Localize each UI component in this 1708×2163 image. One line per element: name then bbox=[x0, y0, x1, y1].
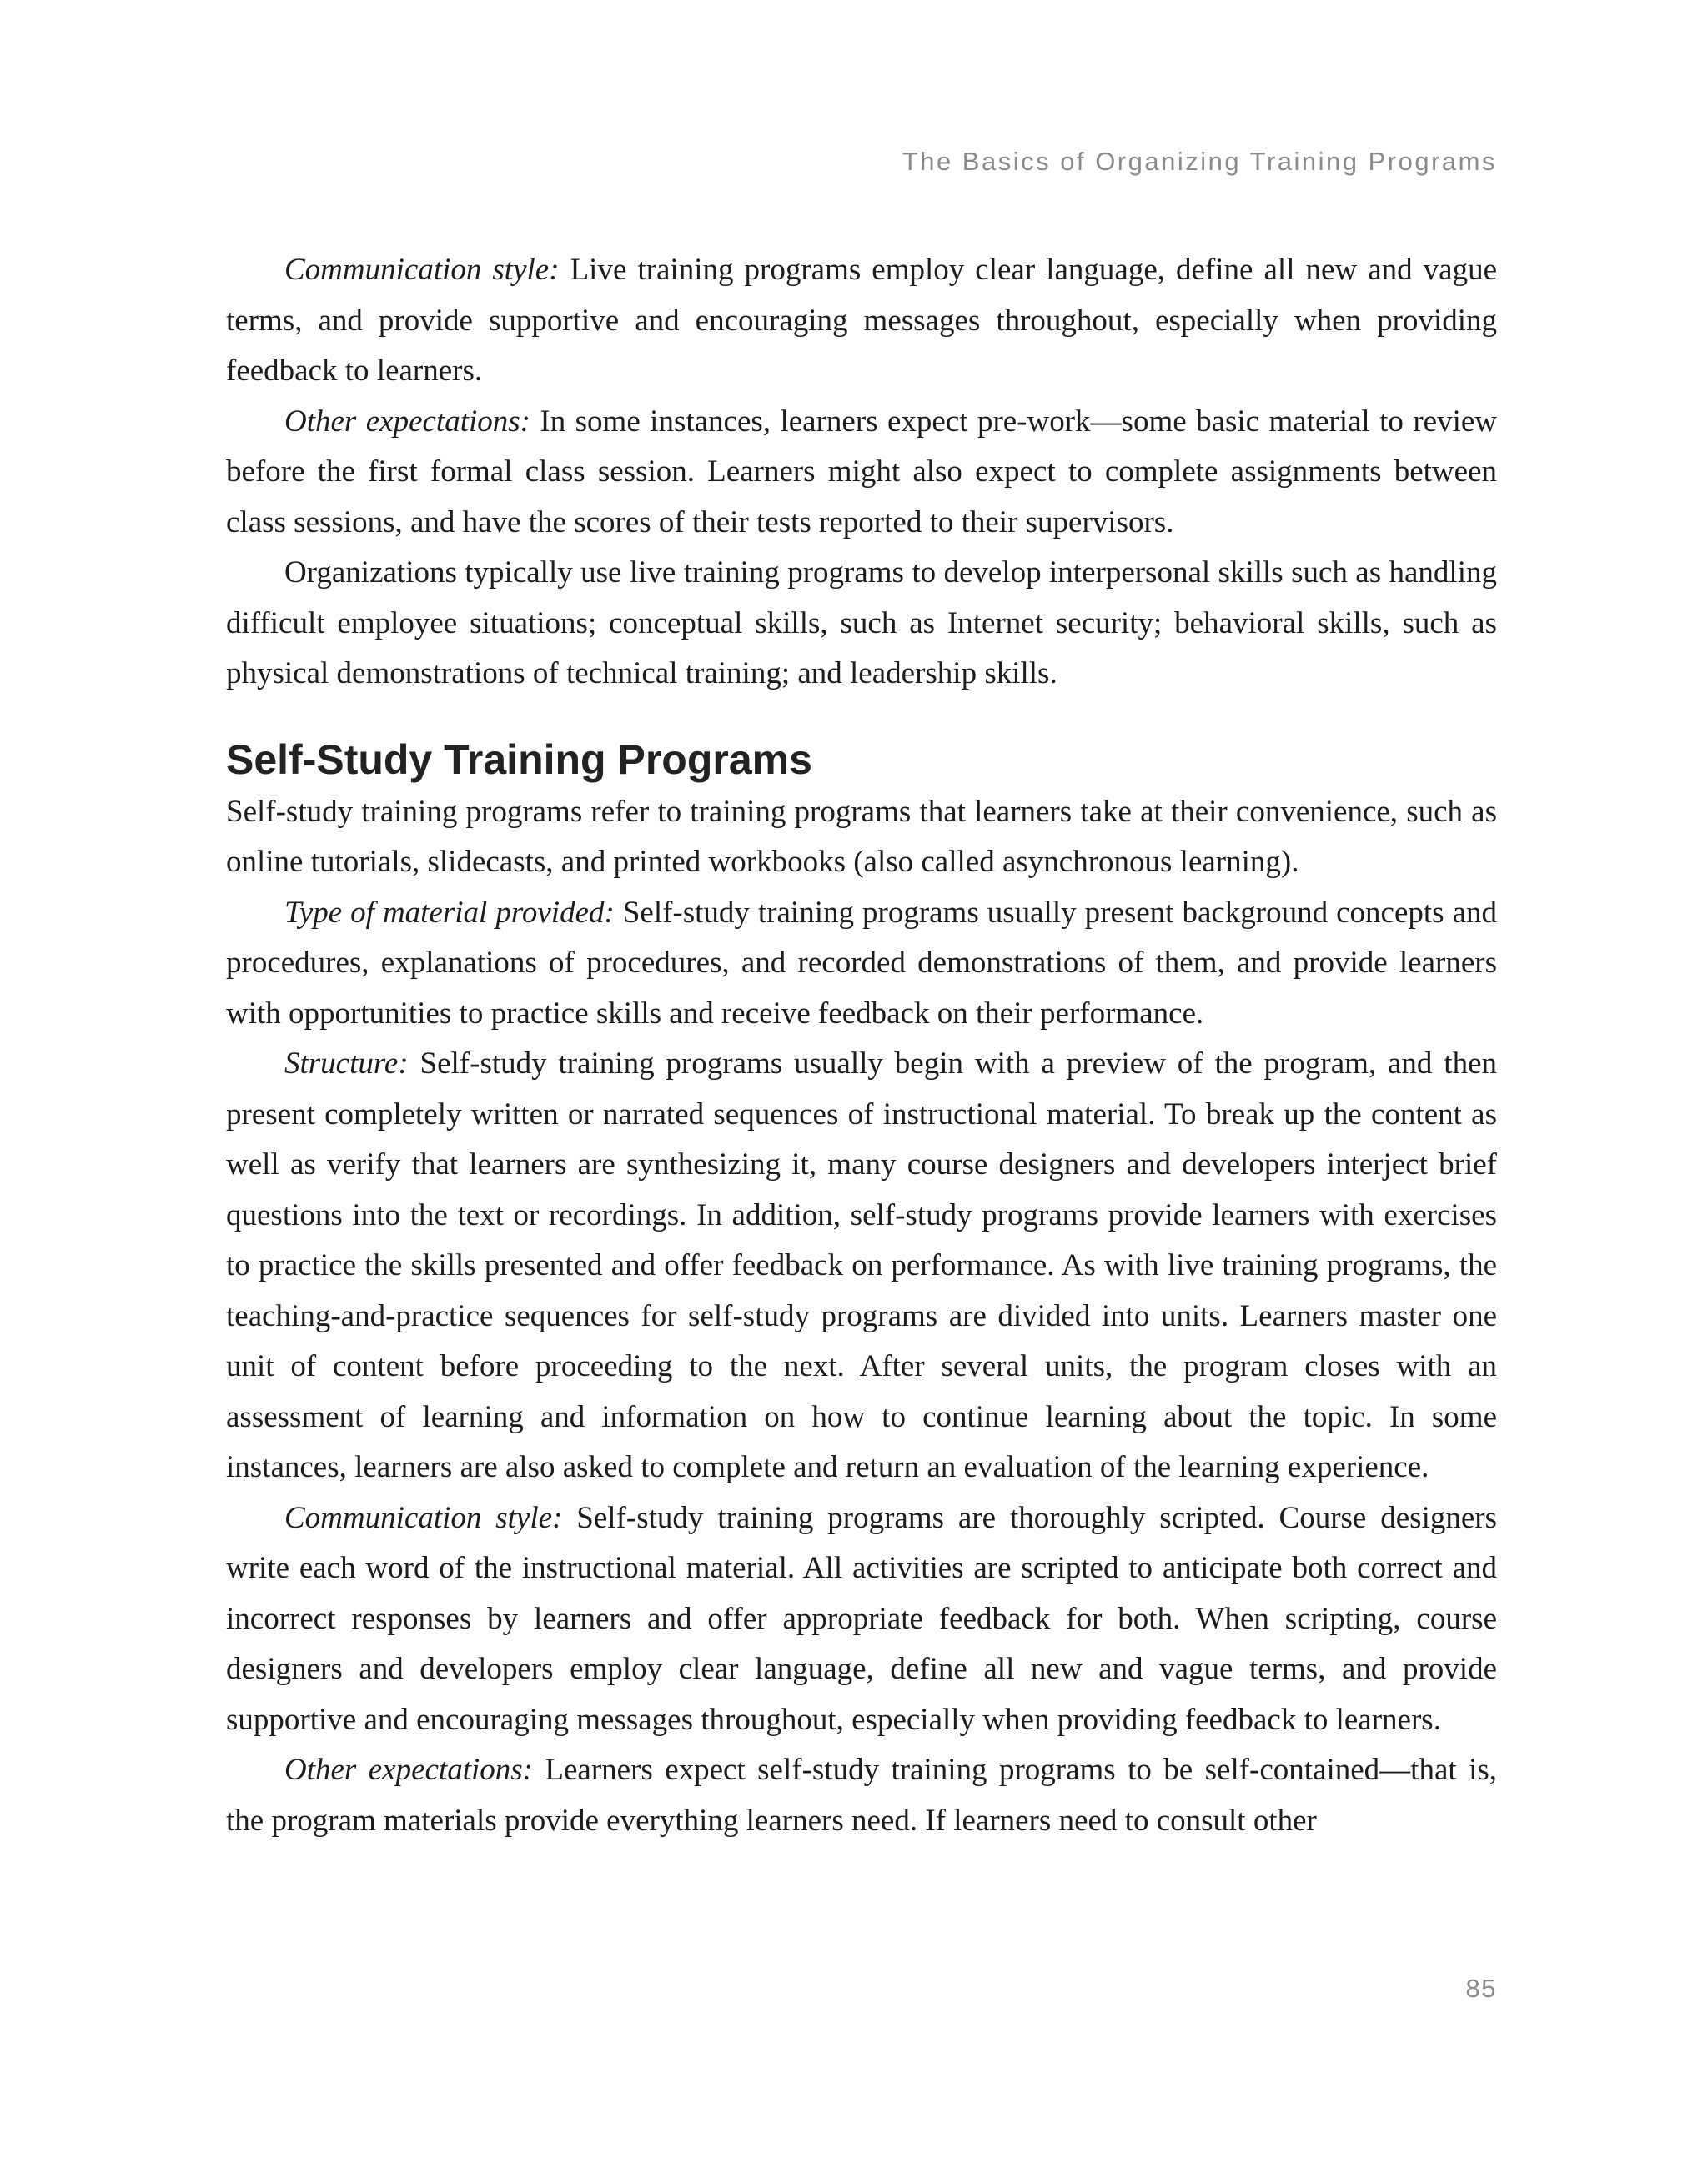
paragraph-term: Communication style: bbox=[284, 1500, 563, 1535]
paragraph-text: In some instances, learners expect pre-work—some basic material to review before the first formal class session. Learners might also expect to complete assignments between class sessions, and have the scores of their tests reported to their supervisors. bbox=[226, 404, 1497, 539]
page-number: 85 bbox=[1465, 1974, 1497, 2003]
paragraph-text: Self-study training programs refer to training programs that learners take at their convenience, such as online tutorials, slidecasts, and printed workbooks (also called asynchronous learning). bbox=[226, 794, 1497, 879]
paragraph-organizations-use bbox=[226, 548, 1497, 700]
paragraph-text: Self-study training programs usually begin with a preview of the program, and then present completely written or narrated sequences of instructional material. To break up the content as well as verify that learners are synthesizing it, many course designers and developers interject brief questions into the text or recordings. In addition, self-study programs provide learners with exercises to practice the skills presented and offer feedback on performance. As with live training programs, the teaching-and-practice sequences for self-study programs are divided into units. Learners master one unit of content before proceeding to the next. After several units, the program closes with an assessment of learning and information on how to continue learning about the topic. In some instances, learners are also asked to complete and return an evaluation of the learning experience. bbox=[226, 1046, 1497, 1484]
paragraph-term: Other expectations: bbox=[284, 1753, 533, 1787]
paragraph-text: Learners expect self-study training programs to be self-contained—that is, the program materials provide everything learners need. If learners need to consult other bbox=[226, 1753, 1498, 1838]
paragraph-text: Organizations typically use live training programs to develop interpersonal skills such as handling difficult employee situations; conceptual skills, such as Internet security; behavioral skills, such as physical demonstrations of technical training; and leadership skills. bbox=[226, 555, 1497, 690]
section-heading: Self-Study Training Programs bbox=[226, 735, 812, 783]
paragraph-term: Structure: bbox=[284, 1046, 409, 1081]
paragraph-other-expectations-live bbox=[226, 397, 1497, 549]
paragraph-text: Self-study training programs usually present background concepts and procedures, explanations of procedures, and recorded demonstrations of them, and provide learners with opportunities to practice skills and receive feedback on their performance. bbox=[226, 895, 1497, 1031]
paragraph-text: Self-study training programs are thoroughly scripted. Course designers write each word of the instructional material. All activities are scripted to anticipate both correct and incorrect responses by learners and offer appropriate feedback for both. When scripting, course designers and developers employ clear language, define all new and vague terms, and provide supportive and encouraging messages throughout, especially when providing feedback to learners. bbox=[226, 1500, 1497, 1737]
paragraph-term: Other expectations: bbox=[284, 404, 530, 439]
paragraph-structure bbox=[226, 1039, 1497, 1493]
paragraph-term: Communication style: bbox=[284, 253, 560, 287]
paragraph-communication-style-self-study bbox=[226, 1493, 1497, 1746]
page-body bbox=[226, 245, 1497, 1846]
paragraph-communication-style-live bbox=[226, 245, 1497, 397]
paragraph-other-expectations-self-study bbox=[226, 1745, 1497, 1846]
paragraph-text: Live training programs employ clear language, define all new and vague terms, and provide supportive and encouraging messages throughout, especially when providing feedback to learners. bbox=[226, 253, 1497, 388]
running-head: The Basics of Organizing Training Programs bbox=[902, 147, 1497, 176]
paragraph-term: Type of material provided: bbox=[284, 895, 615, 930]
paragraph-type-of-material bbox=[226, 888, 1497, 1040]
paragraph-self-study-intro bbox=[226, 787, 1497, 888]
